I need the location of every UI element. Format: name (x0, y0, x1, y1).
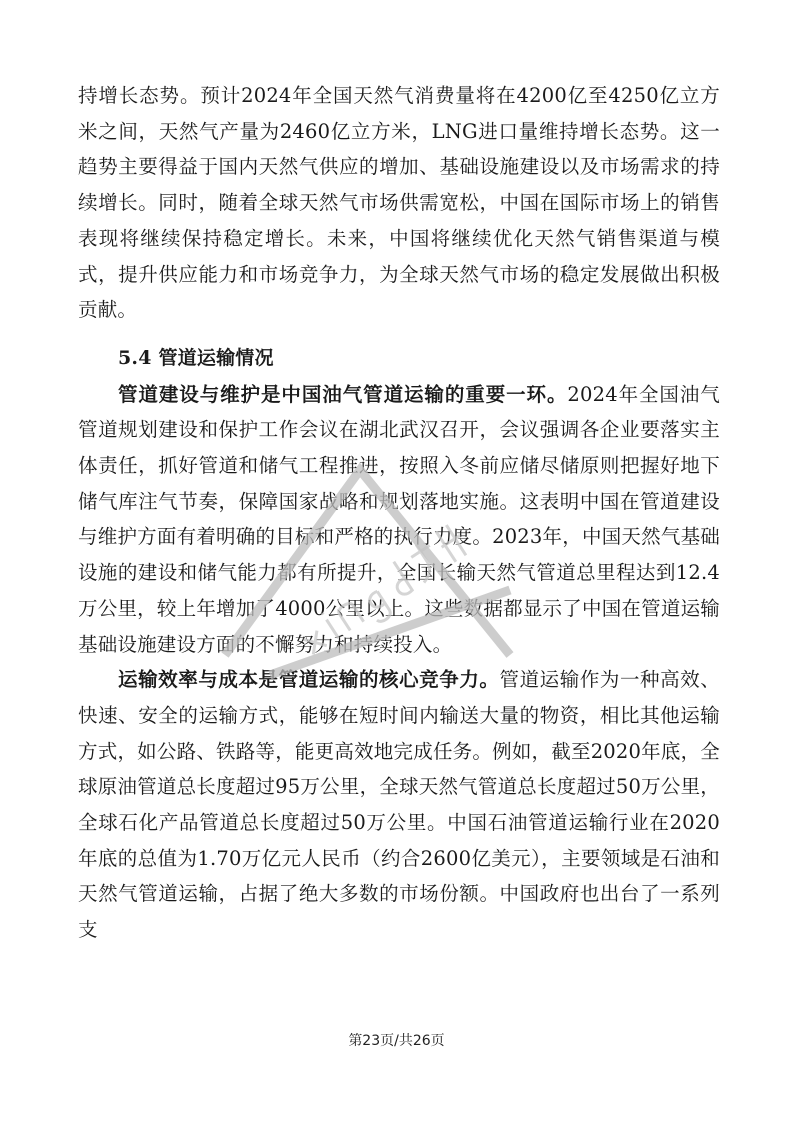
paragraph-lead-sentence: 运输效率与成本是管道运输的核心竞争力。 (118, 668, 500, 692)
paragraph-lead-sentence: 管道建设与维护是中国油气管道运输的重要一环。 (118, 382, 568, 406)
paragraph-body-text: 管道运输作为一种高效、快速、安全的运输方式，能够在短时间内输送大量的物资，相比其他运输方式，如公路、铁路等，能更高效地完成任务。例如，截至2020年底，全球原油管道总长度超过95万公里，全球天然气管道总长度超过50万公里，全球石化产品管道总长度超过50万公里。中国石油管道运输行业在2020年底的总值为1.70万亿元人民币（约合2600亿美元），主要领域是石油和天然气管道运输，占据了绝大多数的市场份额。中国政府也出台了一系列支 (78, 668, 720, 942)
paragraph-body-text: 2024年全国油气管道规划建设和保护工作会议在湖北武汉召开，会议强调各企业要落实主体责任，抓好管道和储气工程推进，按照入冬前应储尽储原则把握好地下储气库注气节奏，保障国家战略和规划落地实施。这表明中国在管道建设与维护方面有着明确的目标和严格的执行力度。2023年，中国天然气基础设施的建设和储气能力都有所提升，全国长输天然气管道总里程达到12.4万公里，较上年增加了4000公里以上。这些数据都显示了中国在管道运输基础设施建设方面的不懈努力和持续投入。 (78, 382, 720, 656)
document-body (78, 78, 720, 948)
paragraph-intro: 持增长态势。预计2024年全国天然气消费量将在4200亿至4250亿立方米之间，天然气产量为2460亿立方米，LNG进口量维持增长态势。这一趋势主要得益于国内天然气供应的增加、基础设施建设以及市场需求的持续增长。同时，随着全球天然气市场供需宽松，中国在国际市场上的销售表现将继续保持稳定增长。未来，中国将继续优化天然气销售渠道与模式，提升供应能力和市场竞争力，为全球天然气市场的稳定发展做出积极贡献。 (78, 84, 720, 322)
paragraph-transport-efficiency (78, 662, 720, 948)
paragraph-pipeline-construction (78, 377, 720, 663)
section-heading: 5.4 管道运输情况 (118, 346, 274, 369)
page-number-footer: 第23页/共26页 (348, 1033, 445, 1049)
